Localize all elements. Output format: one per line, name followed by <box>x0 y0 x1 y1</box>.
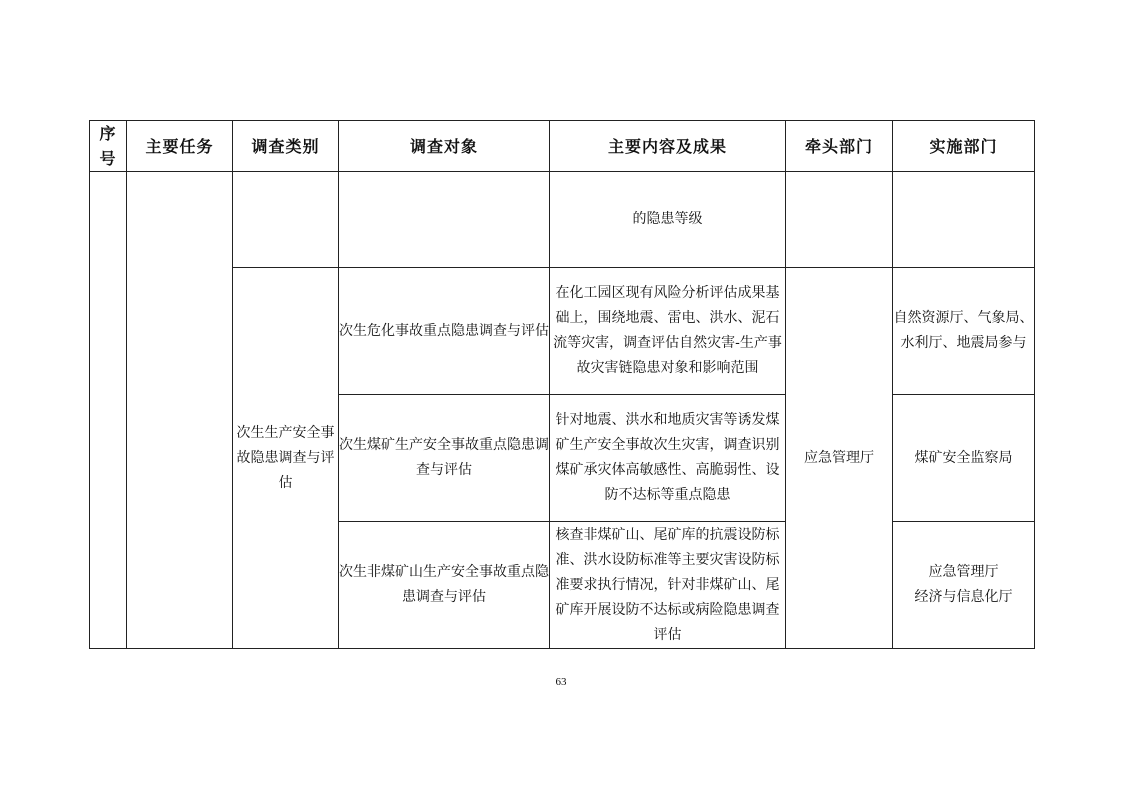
task-cell <box>127 172 233 649</box>
header-impl-dept: 实施部门 <box>893 121 1035 172</box>
seq-cell <box>90 172 127 649</box>
header-category: 调查类别 <box>233 121 339 172</box>
category-cell-continued <box>233 172 339 268</box>
lead-dept-cell-continued <box>786 172 893 268</box>
impl-dept-cell: 应急管理厅 经济与信息化厅 <box>893 522 1035 649</box>
table-header-row <box>90 121 1035 172</box>
impl-dept-cell-continued <box>893 172 1035 268</box>
object-cell: 次生非煤矿山生产安全事故重点隐患调查与评估 <box>339 522 550 649</box>
header-content: 主要内容及成果 <box>550 121 786 172</box>
lead-dept-cell: 应急管理厅 <box>786 268 893 649</box>
content-cell: 核查非煤矿山、尾矿库的抗震设防标准、洪水设防标准等主要灾害设防标准要求执行情况，针对非煤矿山、尾矿库开展设防不达标或病险隐患调查评估 <box>550 522 786 649</box>
page-number: 63 <box>555 676 567 688</box>
impl-dept-cell: 煤矿安全监察局 <box>893 395 1035 522</box>
object-cell-continued <box>339 172 550 268</box>
content-cell: 针对地震、洪水和地质灾害等诱发煤矿生产安全事故次生灾害，调查识别煤矿承灾体高敏感性、高脆弱性、设防不达标等重点隐患 <box>550 395 786 522</box>
content-cell-continued: 的隐患等级 <box>550 172 786 268</box>
object-cell: 次生危化事故重点隐患调查与评估 <box>339 268 550 395</box>
table-row-continued <box>90 172 1035 268</box>
header-seq: 序 号 <box>90 121 127 172</box>
content-cell: 在化工园区现有风险分析评估成果基础上，围绕地震、雷电、洪水、泥石流等灾害，调查评估自然灾害-生产事故灾害链隐患对象和影响范围 <box>550 268 786 395</box>
survey-task-table <box>89 120 1035 649</box>
impl-dept-cell: 自然资源厅、气象局、水利厅、地震局参与 <box>893 268 1035 395</box>
object-cell: 次生煤矿生产安全事故重点隐患调查与评估 <box>339 395 550 522</box>
header-task: 主要任务 <box>127 121 233 172</box>
header-lead-dept: 牵头部门 <box>786 121 893 172</box>
header-object: 调查对象 <box>339 121 550 172</box>
category-cell: 次生生产安全事故隐患调查与评估 <box>233 268 339 649</box>
